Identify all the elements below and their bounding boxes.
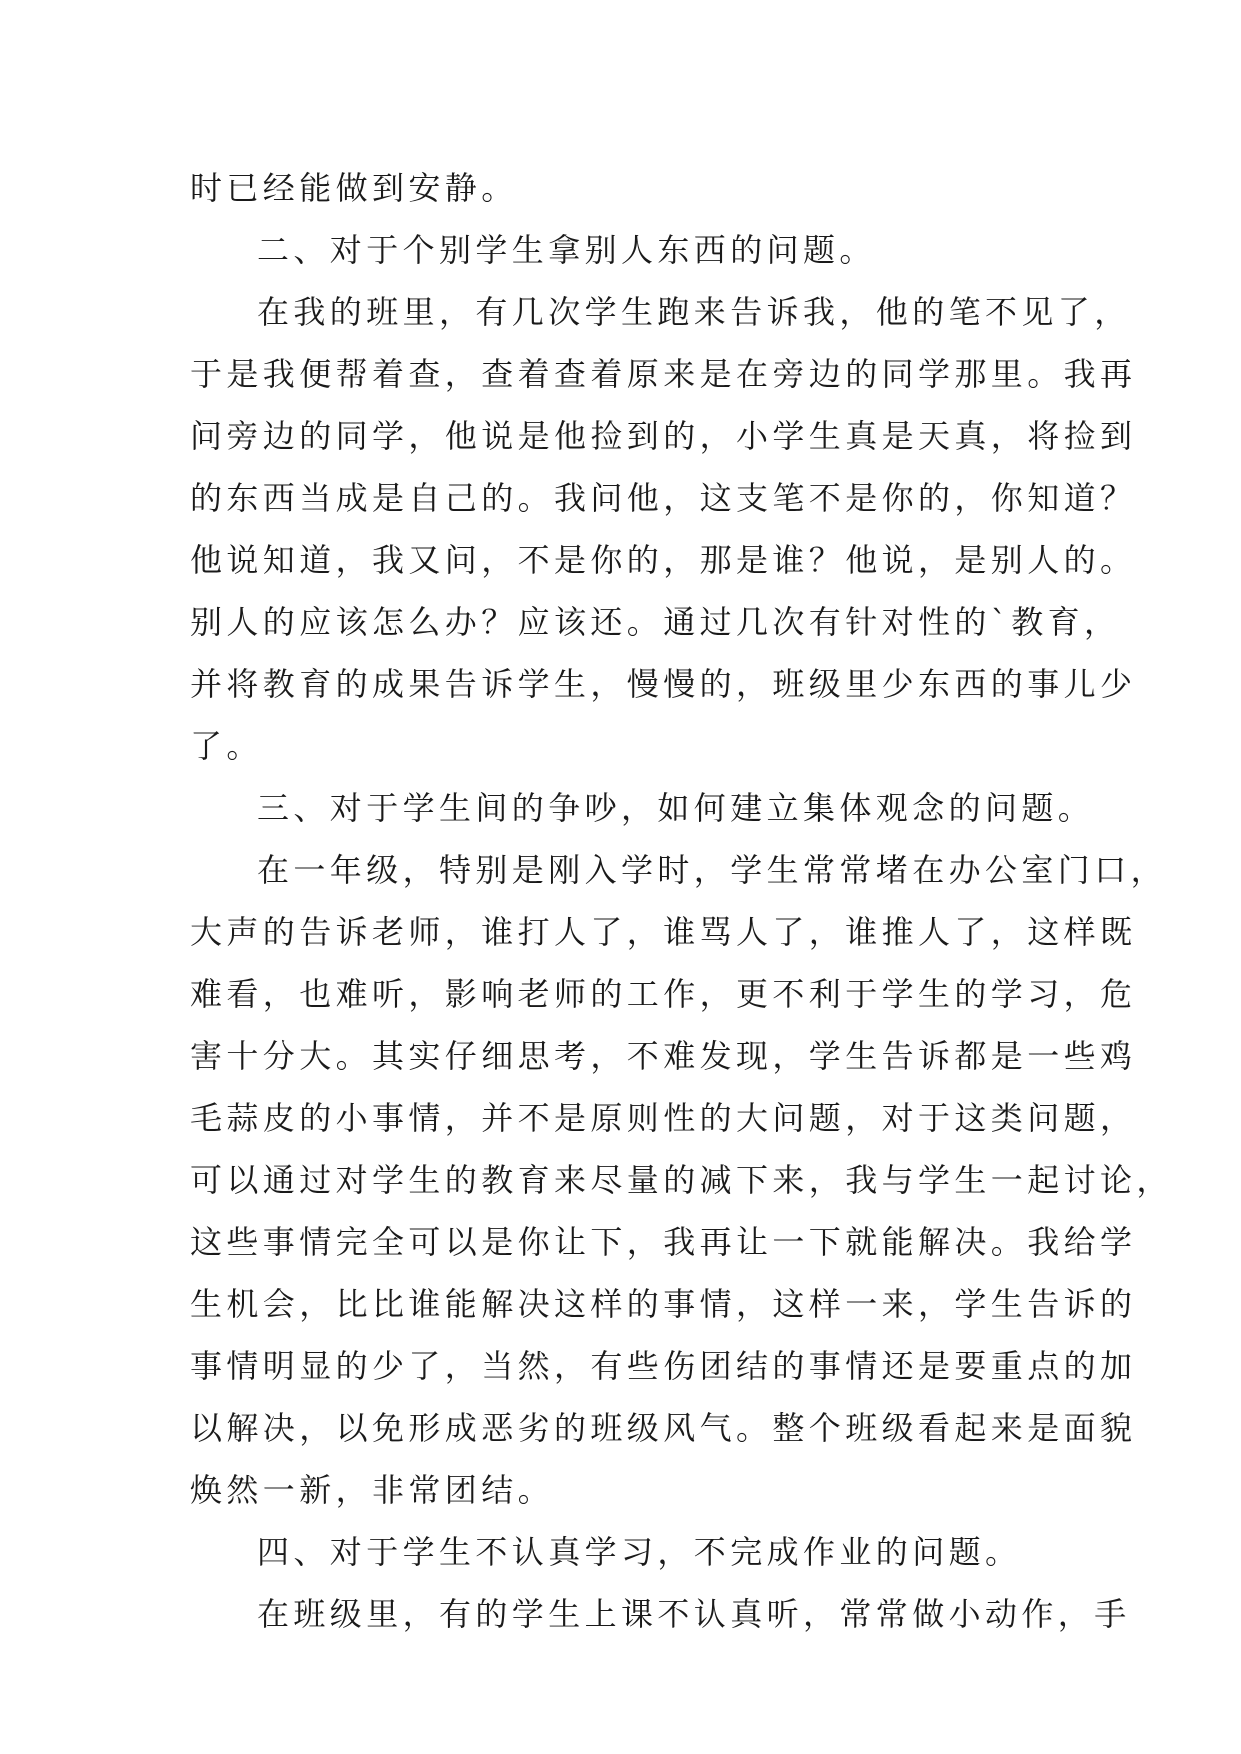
section-heading: 三、对于学生间的争吵，如何建立集体观念的问题。 [257, 789, 1095, 827]
text-line: 生机会，比比谁能解决这样的事情，这样一来，学生告诉的 [190, 1285, 1137, 1323]
text-line: 的东西当成是自己的。我问他，这支笔不是你的，你知道？ [190, 479, 1137, 517]
text-line: 毛蒜皮的小事情，并不是原则性的大问题，对于这类问题， [190, 1099, 1137, 1137]
text-line: 并将教育的成果告诉学生，慢慢的，班级里少东西的事儿少 [190, 665, 1137, 703]
text-line: 在一年级，特别是刚入学时，学生常常堵在办公室门口， [257, 851, 1168, 889]
text-line: 以解决，以免形成恶劣的班级风气。整个班级看起来是面貌 [190, 1409, 1137, 1447]
text-line: 在我的班里，有几次学生跑来告诉我，他的笔不见了， [257, 293, 1131, 331]
text-line: 别人的应该怎么办？应该还。通过几次有针对性的`教育， [190, 603, 1121, 641]
text-line: 害十分大。其实仔细思考，不难发现，学生告诉都是一些鸡 [190, 1037, 1137, 1075]
text-line: 问旁边的同学，他说是他捡到的，小学生真是天真，将捡到 [190, 417, 1137, 455]
text-line: 他说知道，我又问，不是你的，那是谁？他说，是别人的。 [190, 541, 1137, 579]
text-line: 事情明显的少了，当然，有些伤团结的事情还是要重点的加 [190, 1347, 1137, 1385]
text-line: 大声的告诉老师，谁打人了，谁骂人了，谁推人了，这样既 [190, 913, 1137, 951]
text-line: 了。 [190, 727, 263, 765]
text-line: 于是我便帮着查，查着查着原来是在旁边的同学那里。我再 [190, 355, 1137, 393]
text-line: 可以通过对学生的教育来尽量的减下来，我与学生一起讨论， [190, 1161, 1173, 1199]
text-line: 难看，也难听，影响老师的工作，更不利于学生的学习，危 [190, 975, 1137, 1013]
text-line: 在班级里，有的学生上课不认真听，常常做小动作，手 [257, 1595, 1131, 1633]
text-line: 时已经能做到安静。 [190, 169, 518, 207]
document-body [190, 157, 1173, 1645]
section-heading: 二、对于个别学生拿别人东西的问题。 [257, 231, 876, 269]
text-line: 这些事情完全可以是你让下，我再让一下就能解决。我给学 [190, 1223, 1137, 1261]
text-line: 焕然一新，非常团结。 [190, 1471, 555, 1509]
section-heading: 四、对于学生不认真学习，不完成作业的问题。 [257, 1533, 1022, 1571]
